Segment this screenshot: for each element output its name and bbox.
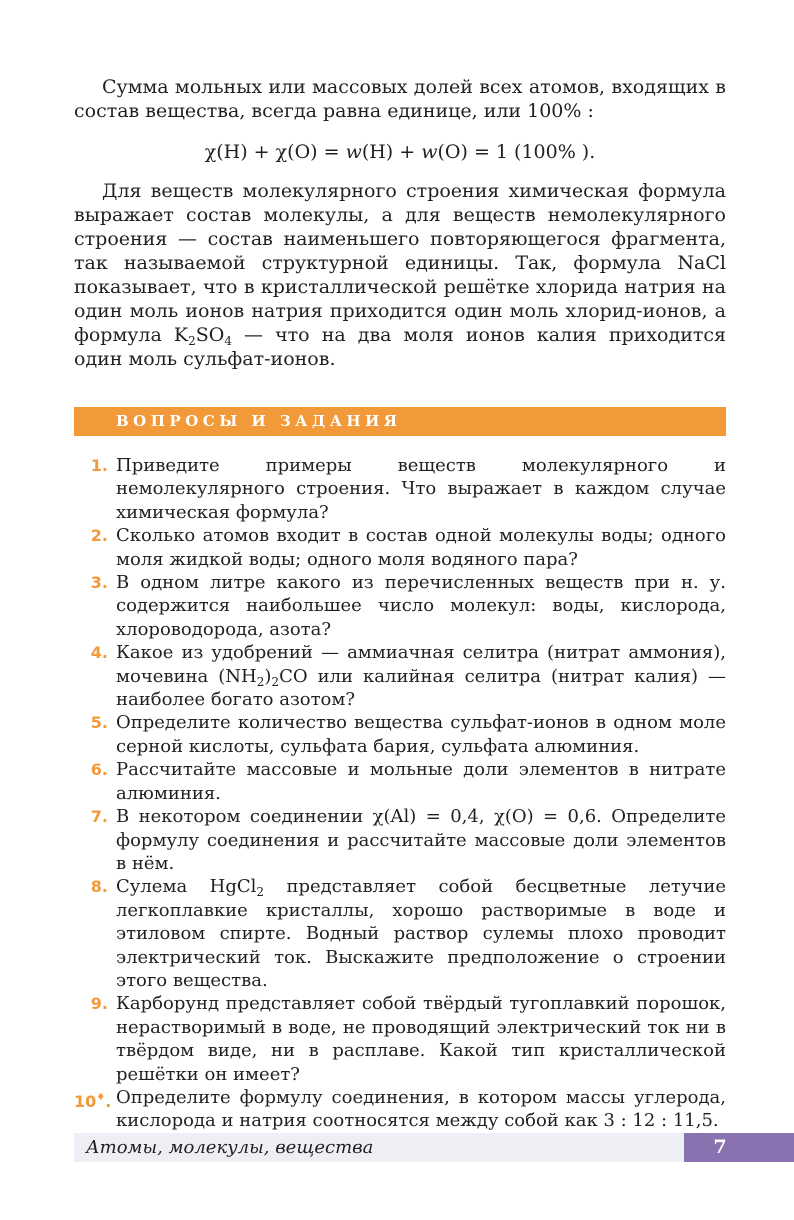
question-item — [74, 571, 726, 641]
text-run: SO — [195, 324, 225, 346]
question-item — [74, 805, 726, 875]
questions-list — [74, 454, 726, 1133]
text-run: — что на два моля ионов калия приходится один моль сульфат-ионов. — [74, 324, 726, 370]
question-text: Приведите примеры веществ молекулярного и немолекулярного строения. Что выражает в каждом случае химическая формула? — [116, 455, 726, 523]
question-number: 4. — [90, 643, 108, 663]
paragraph-formula-meaning — [74, 179, 726, 371]
question-item — [74, 641, 726, 711]
question-text: Определите количество вещества сульфат-ионов в одном моле серной кислоты, сульфата бария, сульфата алюминия. — [116, 712, 726, 757]
subscript: 2 — [271, 674, 280, 689]
question-number: 5. — [90, 713, 108, 733]
question-number: 3. — [90, 573, 108, 593]
formula-part: χ(H) + χ(O) = — [204, 141, 346, 163]
question-item — [74, 524, 726, 571]
question-item — [74, 1086, 726, 1133]
running-footer-title: Атомы, молекулы, вещества — [86, 1137, 374, 1158]
page-number-box — [684, 1133, 794, 1162]
question-text: Карборунд представляет собой твёрдый тугоплавкий порошок, нерастворимый в воде, не проводящий электрический ток ни в твёрдом виде, ни в расплаве. Какой тип кристаллической решётки он имеет? — [116, 993, 726, 1085]
formula-part: w — [421, 141, 438, 163]
formula-sum-fractions — [74, 140, 726, 164]
subscript: 2 — [256, 885, 265, 900]
question-number: 9. — [90, 994, 108, 1014]
formula-part: w — [345, 141, 362, 163]
question-item — [74, 454, 726, 524]
section-title: ВОПРОСЫ И ЗАДАНИЯ — [116, 412, 402, 430]
question-text: Сколько атомов входит в состав одной молекулы воды; одного моля жидкой воды; одного моля водяного пара? — [116, 525, 726, 570]
paragraph-mole-fractions: Сумма мольных или массовых долей всех атомов, входящих в состав вещества, всегда равна единице, или 100% : — [74, 76, 726, 122]
subscript: 2 — [188, 334, 196, 348]
text-run: CO или калийная селитра (нитрат калия) — наиболее богато азотом? — [116, 665, 726, 711]
question-number: 8. — [90, 877, 108, 897]
question-item — [74, 992, 726, 1086]
question-text — [116, 876, 726, 991]
text-run: Сулема HgCl — [116, 876, 257, 898]
text-run: представляет собой бесцветные летучие легкоплавкие кристаллы, хорошо растворимые в воде и этиловом спирте. Водный раствор сулемы плохо проводит электрический ток. Выскажите предположение о строении этого вещества. — [116, 876, 727, 991]
subscript: 2 — [256, 674, 265, 689]
question-text: Определите формулу соединения, в котором массы углерода, кислорода и натрия соотносятся между собой как 3 : 12 : 11,5. — [116, 1086, 726, 1132]
formula-part: (O) = 1 (100% ). — [437, 141, 596, 163]
question-number-dot: . — [105, 1091, 112, 1111]
footer-bar — [74, 1133, 684, 1162]
subscript: 4 — [224, 334, 232, 348]
question-text: В некотором соединении χ(Al) = 0,4, χ(O) = 0,6. Определите формулу соединения и рассчитайте массовые доли элементов в нём. — [116, 806, 726, 874]
question-text — [116, 642, 726, 710]
question-text: В одном литре какого из перечисленных веществ при н. у. содержится наибольшее число молекул: воды, кислорода, хлороводорода, азота? — [116, 572, 726, 640]
question-number-digits: 10 — [74, 1091, 97, 1111]
question-item — [74, 711, 726, 758]
page-number: 7 — [713, 1136, 727, 1158]
text-run: Какое из удобрений — аммиачная селитра (нитрат аммония), мочевина (NH — [116, 642, 726, 687]
question-number — [74, 1086, 112, 1113]
text-run: ) — [264, 665, 272, 687]
question-item — [74, 758, 726, 805]
question-number: 6. — [90, 760, 108, 780]
question-number: 2. — [90, 526, 108, 546]
question-number: 1. — [90, 456, 108, 475]
text-run: Для веществ молекулярного строения химическая формула выражает состав молекулы, а для веществ немолекулярного строения — состав наименьшего повторяющегося фрагмента, так называемой структурной единицы. Так, формула NaCl показывает, что в кристаллической решётке хлорида натрия на один моль ионов натрия приходится один моль хлорид-ионов, а формула K — [74, 180, 726, 346]
formula-part: (H) + — [361, 141, 422, 163]
question-number: 7. — [90, 807, 108, 827]
diamond-icon: ♦ — [96, 1091, 106, 1103]
section-header-bar — [74, 407, 726, 436]
question-text: Рассчитайте массовые и мольные доли элементов в нитрате алюминия. — [116, 759, 726, 804]
question-item — [74, 875, 726, 992]
